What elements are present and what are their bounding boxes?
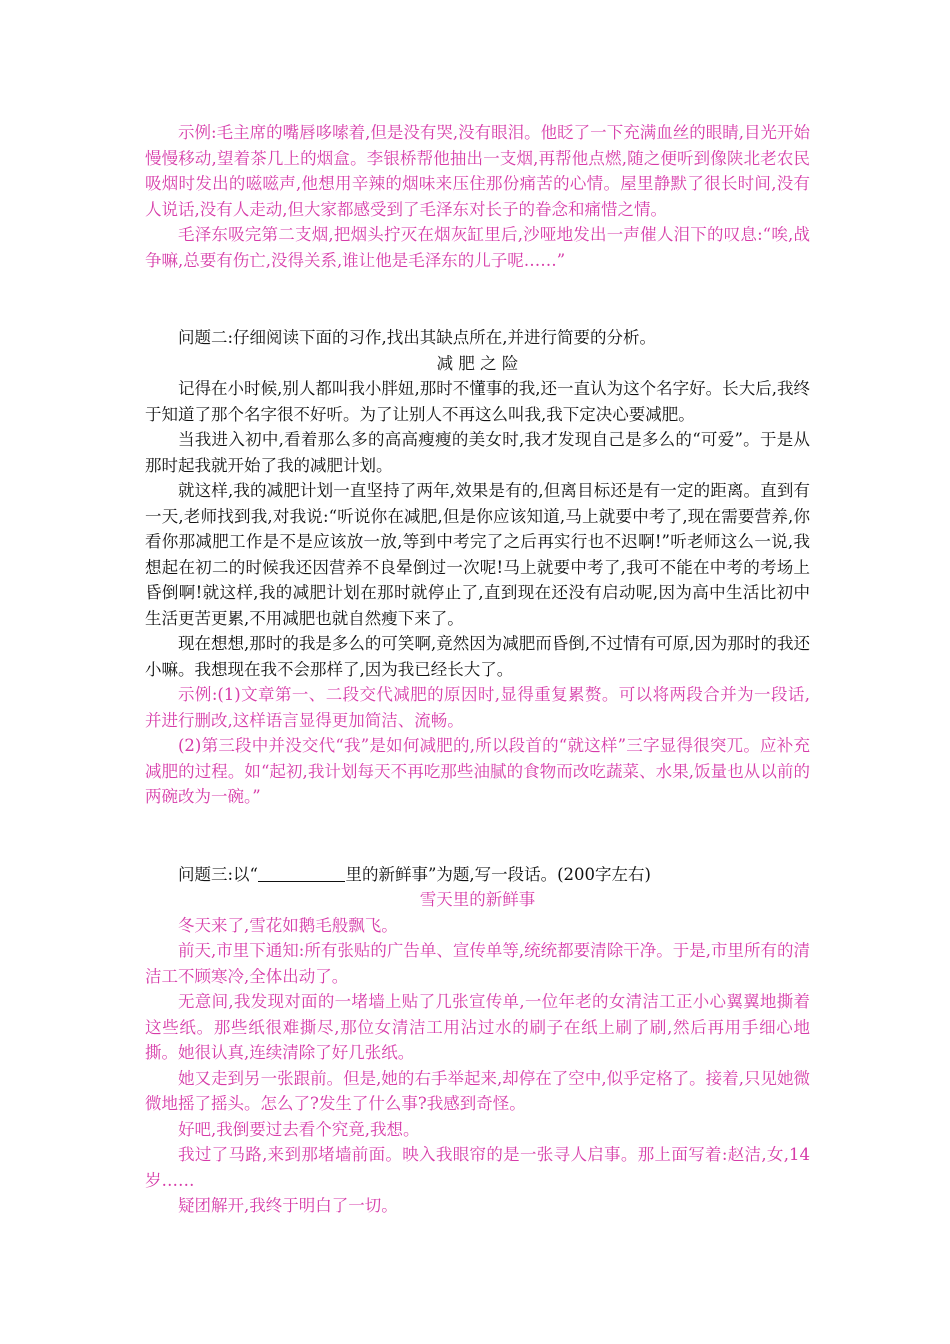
essay-paragraph: 当我进入初中,看着那么多的高高瘦瘦的美女时,我才发现自己是多么的“可爱”。于是从那时起我就开始了我的减肥计划。: [145, 430, 810, 475]
fill-in-blank: [258, 864, 345, 882]
essay-paragraph: 记得在小时候,别人都叫我小胖妞,那时不懂事的我,还一直认为这个名字好。长大后,我终于知道了那个名字很不好听。为了让别人不再这么叫我,我下定决心要减肥。: [145, 379, 810, 424]
answer-paragraph: 示例:(1)文章第一、二段交代减肥的原因时,显得重复累赘。可以将两段合并为一段话,并进行删改,这样语言显得更加简洁、流畅。: [145, 685, 810, 730]
example-paragraph: 毛泽东吸完第二支烟,把烟头拧灭在烟灰缸里后,沙哑地发出一声催人泪下的叹息:“唉,战争嘛,总要有伤亡,没得关系,谁让他是毛泽东的儿子呢……”: [145, 225, 810, 270]
question-2: 问题二:仔细阅读下面的习作,找出其缺点所在,并进行简要的分析。: [178, 328, 657, 347]
question-3: [145, 862, 810, 888]
section-2: [145, 325, 810, 810]
section-3: [145, 862, 810, 1219]
section-1-example: [145, 120, 810, 273]
example-paragraph: 示例:毛主席的嘴唇哆嗦着,但是没有哭,没有眼泪。他眨了一下充满血丝的眼睛,目光开始慢慢移动,望着茶几上的烟盒。李银桥帮他抽出一支烟,再帮他点燃,随之便听到像陕北老农民吸烟时发出的嗞嗞声,他想用辛辣的烟味来压住那份痛苦的心情。屋里静默了很长时间,没有人说话,没有人走动,但大家都感受到了毛泽东对长子的眷念和痛惜之情。: [145, 123, 810, 219]
sample-title: 雪天里的新鲜事: [419, 890, 536, 909]
essay-paragraph: 就这样,我的减肥计划一直坚持了两年,效果是有的,但离目标还是有一定的距离。直到有一天,老师找到我,对我说:“听说你在减肥,但是你应该知道,马上就要中考了,现在需要营养,你看你那减肥工作是不是应该放一放,等到中考完了之后再实行也不迟啊!”听老师这么一说,我想起在初二的时候我还因营养不良晕倒过一次呢!马上就要中考了,我可不能在中考的考场上昏倒啊!就这样,我的减肥计划在那时就停止了,直到现在还没有启动呢,因为高中生活比初中生活更苦更累,不用减肥也就自然瘦下来了。: [145, 481, 810, 628]
question-3-suffix: 里的新鲜事”为题,写一段话。(200字左右): [345, 864, 651, 884]
sample-paragraph: 好吧,我倒要过去看个究竟,我想。: [178, 1119, 420, 1139]
sample-paragraph: 冬天来了,雪花如鹅毛般飘飞。: [178, 915, 398, 935]
sample-paragraph: 无意间,我发现对面的一堵墙上贴了几张宣传单,一位年老的女清洁工正小心翼翼地撕着这些纸。那些纸很难撕尽,那位女清洁工用沾过水的刷子在纸上刷了刷,然后再用手细心地撕。她很认真,连续清除了好几张纸。: [145, 992, 810, 1062]
sample-paragraph: 前天,市里下通知:所有张贴的广告单、宣传单等,统统都要清除干净。于是,市里所有的清洁工不顾寒冷,全体出动了。: [145, 941, 810, 986]
document-page: [145, 120, 810, 1219]
sample-paragraph: 我过了马路,来到那堵墙前面。映入我眼帘的是一张寻人启事。那上面写着:赵洁,女,14岁……: [145, 1145, 810, 1190]
question-3-prefix: 问题三:以“: [178, 864, 258, 884]
sample-paragraph: 她又走到另一张跟前。但是,她的右手举起来,却停在了空中,似乎定格了。接着,只见她微微地摇了摇头。怎么了?发生了什么事?我感到奇怪。: [145, 1068, 810, 1113]
essay-paragraph: 现在想想,那时的我是多么的可笑啊,竟然因为减肥而昏倒,不过情有可原,因为那时的我还小嘛。我想现在我不会那样了,因为我已经长大了。: [145, 634, 810, 679]
answer-paragraph: (2)第三段中并没交代“我”是如何减肥的,所以段首的“就这样”三字显得很突兀。应补充减肥的过程。如“起初,我计划每天不再吃那些油腻的食物而改吃蔬菜、水果,饭量也从以前的两碗改为一碗。”: [145, 736, 810, 806]
sample-paragraph: 疑团解开,我终于明白了一切。: [178, 1196, 398, 1215]
essay-title: 减 肥 之 险: [436, 353, 519, 373]
